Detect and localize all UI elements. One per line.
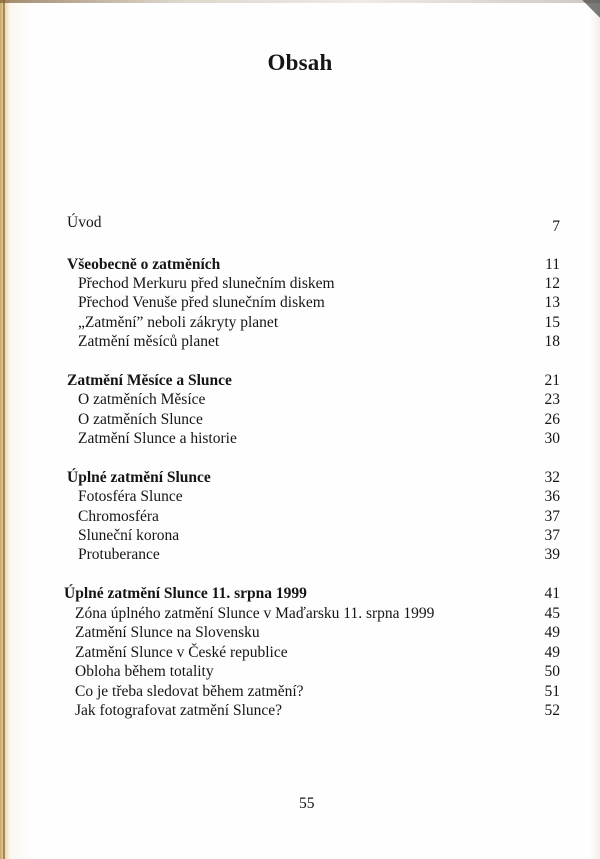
toc-subentry [0,390,600,410]
toc-entry-page: 18 [544,333,560,350]
toc-entry-label: Fotosféra Slunce [78,488,183,505]
toc-entry-label: Zatmění Slunce v České republice [75,644,288,661]
toc-entry-page: 50 [544,663,560,680]
toc-entry-page: 36 [544,488,560,505]
toc-entry-page: 7 [552,218,560,235]
toc-subentry [0,623,600,643]
toc-entry-label: Protuberance [78,546,160,563]
toc-entry-label: Jak fotografovat zatmění Slunce? [75,702,283,719]
toc-subentry [0,293,600,313]
toc-subentry [0,662,600,682]
toc-subentry [0,507,600,527]
toc-entry-page: 37 [544,508,560,525]
toc-subentry [0,487,600,507]
toc-entry-label: Obloha během totality [75,663,214,680]
toc-entry-label: Sluneční korona [78,527,180,544]
toc-chapter [0,255,600,275]
toc-subentry [0,526,600,546]
toc-entry-intro [0,213,600,233]
toc-entry-label: Úvod [67,214,102,231]
toc-entry-page: 49 [544,624,560,641]
toc-entry-page: 52 [544,702,560,719]
toc-subentry [0,604,600,624]
toc-entry-label: „Zatmění” neboli zákryty planet [78,314,279,331]
toc-entry-label: Zatmění měsíců planet [78,333,220,350]
toc-subentry [0,410,600,430]
page-number: 55 [299,795,315,812]
toc-entry-label: Chromosféra [78,508,159,525]
toc-entry-label: Zatmění Slunce a historie [78,430,237,447]
toc-subentry [0,701,600,721]
toc-entry-page: 49 [544,644,560,661]
toc-entry-page: 32 [544,469,560,486]
toc-entry-page: 26 [544,411,560,428]
toc-entry-label: Úplné zatmění Slunce 11. srpna 1999 [64,585,307,602]
toc-entry-label: Zatmění Slunce na Slovensku [75,624,260,641]
toc-subentry [0,274,600,294]
toc-entry-label: Zatmění Měsíce a Slunce [67,372,232,389]
toc-entry-label: Všeobecně o zatměních [67,256,221,273]
toc-chapter [0,371,600,391]
toc-entry-label: O zatměních Slunce [78,411,203,428]
toc-entry-page: 30 [544,430,560,447]
toc-entry-page: 51 [544,683,560,700]
toc-subentry [0,682,600,702]
toc-subentry [0,429,600,449]
toc-entry-label: Přechod Merkuru před slunečním diskem [78,275,335,292]
toc-entry-page: 39 [544,546,560,563]
toc-entry-page: 41 [544,585,560,602]
toc-entry-label: Zóna úplného zatmění Slunce v Maďarsku 11. srpna 1999 [75,605,435,622]
toc-chapter [0,584,600,604]
toc-entry-page: 15 [544,314,560,331]
toc-subentry [0,313,600,333]
toc-entry-page: 11 [545,256,560,273]
toc-entry-label: Přechod Venuše před slunečním diskem [78,294,325,311]
toc-subentry [0,545,600,565]
toc-entry-page: 12 [544,275,560,292]
toc-entry-page: 45 [544,605,560,622]
toc-subentry [0,332,600,352]
toc-entry-label: O zatměních Měsíce [78,391,206,408]
toc-entry-page: 13 [544,294,560,311]
page-title: Obsah [267,50,333,75]
toc-entry-label: Co je třeba sledovat během zatmění? [75,683,304,700]
toc-entry-page: 21 [544,372,560,389]
toc-entry-label: Úplné zatmění Slunce [67,469,211,486]
toc-entry-page: 37 [544,527,560,544]
toc-entry-page: 23 [544,391,560,408]
toc-chapter [0,468,600,488]
toc-subentry [0,643,600,663]
